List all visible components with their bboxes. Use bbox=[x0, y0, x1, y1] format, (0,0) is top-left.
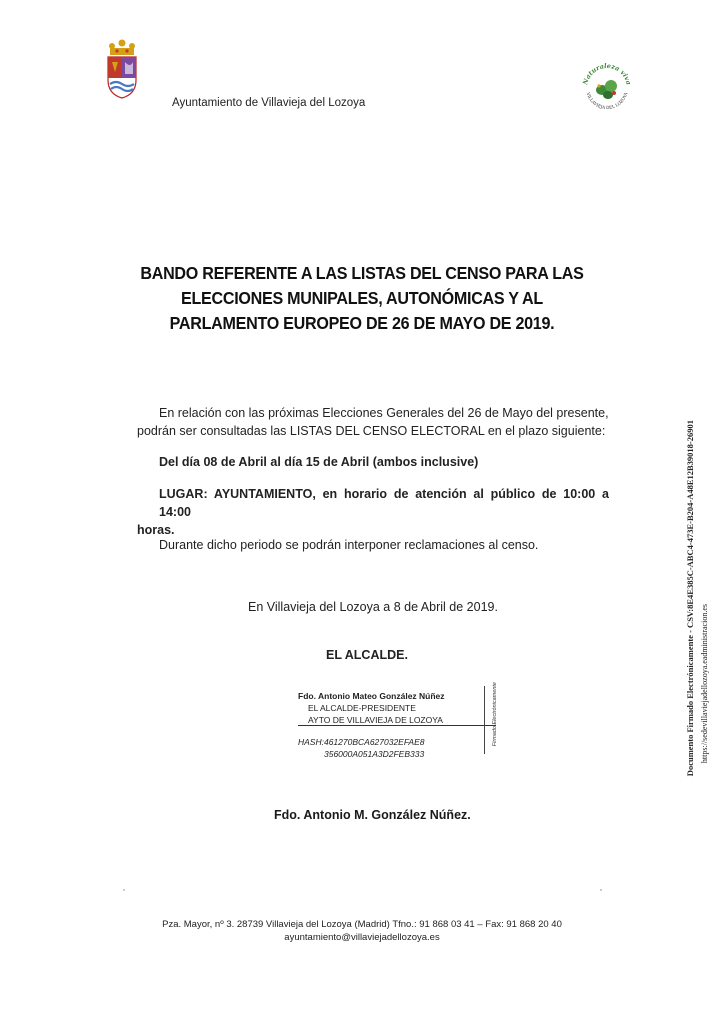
document-title bbox=[60, 261, 664, 336]
signature-hash-line-1: HASH:461270BCA627032EFAE8 bbox=[298, 737, 425, 747]
intro-paragraph bbox=[137, 404, 609, 440]
consultation-dates: Del día 08 de Abril al día 15 de Abril (ambos inclusive) bbox=[159, 455, 479, 469]
intro-line-2: podrán ser consultadas las LISTAS DEL CENSO ELECTORAL en el plazo siguiente: bbox=[137, 424, 606, 438]
location-paragraph bbox=[137, 485, 609, 539]
signature-vertical-label: Firmado Electrónicamente bbox=[492, 682, 498, 747]
footer-email: ayuntamiento@villaviejadellozoya.es bbox=[284, 932, 440, 943]
svg-text:VILLAVIEJA DEL LOZOYA: VILLAVIEJA DEL LOZOYA bbox=[585, 91, 629, 111]
location-line-2: horas. bbox=[137, 523, 175, 537]
signature-entity: AYTO DE VILLAVIEJA DE LOZOYA bbox=[308, 715, 443, 725]
csv-verification-text: Documento Firmado Electrónicamente - CSV:8E4E385C-ABC4-473E-B204-A48E12B39018-26901 bbox=[685, 420, 695, 777]
intro-line-1: En relación con las próximas Elecciones Generales del 26 de Mayo del presente, bbox=[159, 406, 609, 420]
location-line-1: LUGAR: AYUNTAMIENTO, en horario de atención al público de 10:00 a 14:00 bbox=[159, 487, 609, 519]
municipal-crest-icon bbox=[102, 38, 142, 100]
svg-text:Naturaleza viva: Naturaleza viva bbox=[581, 61, 633, 86]
signatory-name: Fdo. Antonio M. González Núñez. bbox=[274, 808, 471, 822]
signature-role: EL ALCALDE-PRESIDENTE bbox=[308, 703, 416, 713]
signature-hash-line-2: 356000A051A3D2FEB333 bbox=[324, 749, 425, 759]
signature-divider bbox=[484, 686, 485, 754]
scan-speck bbox=[600, 889, 602, 891]
title-line-1: BANDO REFERENTE A LAS LISTAS DEL CENSO PARA LAS bbox=[140, 263, 584, 283]
title-line-2: ELECCIONES MUNIPALES, AUTONÓMICAS Y AL bbox=[181, 288, 543, 308]
title-line-3: PARLAMENTO EUROPEO DE 26 DE MAYO DE 2019. bbox=[169, 313, 555, 333]
organization-name: Ayuntamiento de Villavieja del Lozoya bbox=[172, 97, 366, 109]
signature-name: Fdo. Antonio Mateo González Núñez bbox=[298, 691, 445, 701]
verification-url: https://sedevillaviejadellozoya.eadministracion.es bbox=[700, 604, 709, 764]
mayor-title: EL ALCALDE. bbox=[326, 648, 408, 662]
claims-paragraph: Durante dicho periodo se podrán interponer reclamaciones al censo. bbox=[159, 538, 539, 552]
place-and-date: En Villavieja del Lozoya a 8 de Abril de 2019. bbox=[248, 600, 498, 614]
naturaleza-viva-logo-icon bbox=[578, 58, 636, 116]
signature-underline bbox=[298, 725, 496, 726]
footer-address: Pza. Mayor, nº 3. 28739 Villavieja del Lozoya (Madrid) Tfno.: 91 868 03 41 – Fax: 91 868 20 40 bbox=[162, 919, 562, 930]
scan-speck bbox=[123, 889, 125, 891]
electronic-signature-block bbox=[298, 690, 488, 760]
